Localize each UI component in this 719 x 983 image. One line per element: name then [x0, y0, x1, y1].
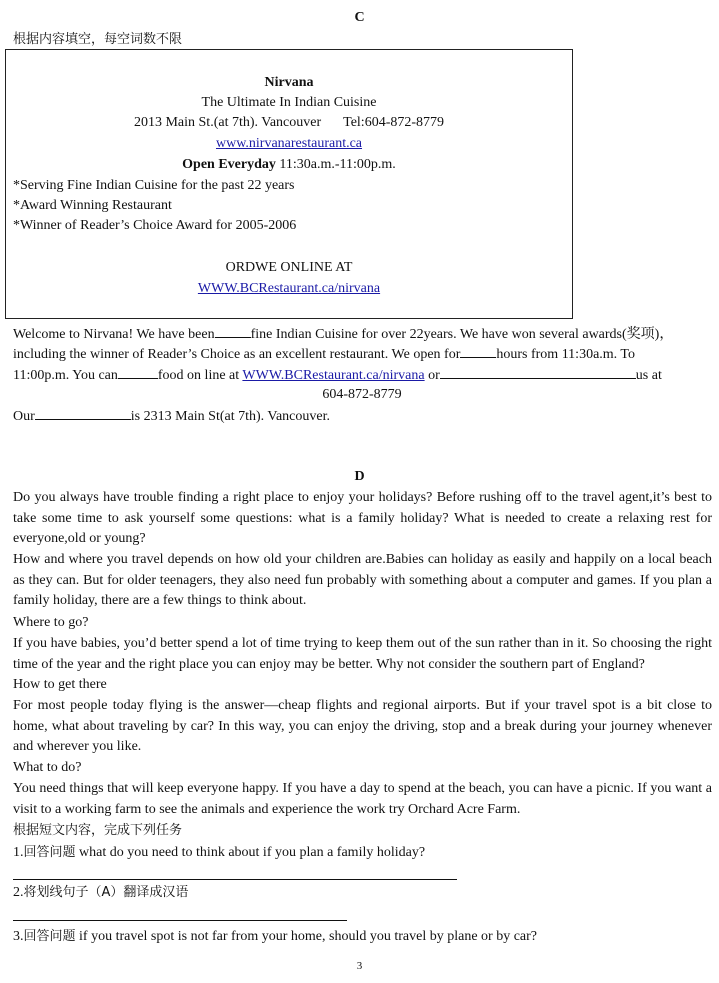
passage-text: hours from 11:30a.m. To — [496, 347, 635, 362]
passage-text: is 2313 Main St(at 7th). Vancouver. — [130, 409, 331, 424]
question-number: 3. — [13, 929, 24, 944]
heading-what-to-do: What to do? — [13, 760, 82, 775]
blank-2[interactable] — [460, 343, 496, 358]
paragraph-activities: You need things that will keep everyone happy. If you have a day to spend at the beach, you can have a picnic. If you want a visit to a working farm to see the animals and experience the work try Orchard Acre Farm. — [13, 781, 712, 817]
blank-5[interactable] — [35, 405, 131, 420]
task-heading: 根据短文内容，完成下列任务 — [13, 823, 183, 838]
ad-hours-row — [6, 155, 572, 175]
passage-line-1 — [13, 323, 711, 345]
paragraph-flying: For most people today flying is the answer—cheap flights and regional airports. But if your travel spot is a bit close to home, what about traveling by car? In this way, you can enjoy the driving, stop and a break during your journey whenever and wherever you like. — [13, 698, 712, 755]
question-2 — [13, 883, 711, 903]
section-c-instruction: 根据内容填空，每空词数不限 — [13, 32, 183, 47]
question-number: 2. — [13, 885, 24, 900]
heading-where-to-go: Where to go? — [13, 615, 89, 630]
ad-contact — [6, 113, 572, 133]
passage-text: 11:00p.m. You can — [13, 368, 118, 383]
heading-how-to-get: How to get there — [13, 677, 107, 692]
ad-order-link[interactable]: WWW.BCRestaurant.ca/nirvana — [197, 281, 381, 296]
section-c-label: C — [354, 10, 365, 25]
blank-4[interactable] — [440, 364, 636, 379]
question-en: what do you need to think about if you plan a family holiday? — [75, 845, 426, 860]
paragraph-intro: Do you always have trouble finding a right place to enjoy your holidays? Before rushing off to the travel agent,it’s best to take some time to ask yourself some questions: what is a family holiday? What is needed to create a relaxing rest for everyone,old or young? — [13, 490, 712, 547]
passage-text: including the winner of Reader’s Choice as an excellent restaurant. We open for — [13, 347, 461, 362]
paragraph-babies: If you have babies, you’d better spend a lot of time trying to keep them out of the sun rather than in it. So choosing the right time of the year and the right place you can enjoy may be better. Why not consider the southern part of England? — [13, 636, 712, 672]
ad-feature-3: *Winner of Reader’s Choice Award for 2005-2006 — [13, 218, 297, 233]
question-cn: 将划线句子（A）翻译成汉语 — [23, 885, 189, 900]
ad-website-link[interactable]: www.nirvanarestaurant.ca — [215, 136, 363, 151]
ad-website-row — [6, 134, 572, 154]
blank-1[interactable] — [215, 323, 251, 338]
ad-order-row — [6, 279, 572, 299]
question-cn: 回答问题 — [23, 929, 76, 944]
passage-line-5 — [13, 405, 711, 427]
question-cn: 回答问题 — [23, 845, 76, 860]
passage-text: or — [424, 368, 440, 383]
answer-line-2[interactable] — [13, 920, 347, 921]
passage-text: Welcome to Nirvana! We have been — [13, 327, 215, 342]
blank-3[interactable] — [118, 364, 158, 379]
ad-hours-label: Open Everyday — [182, 157, 276, 172]
passage-line-2 — [13, 343, 711, 365]
passage-line-4: 604-872-8779 — [322, 387, 402, 402]
ad-tagline: The Ultimate In Indian Cuisine — [201, 95, 377, 110]
passage-text: food on line at — [157, 368, 243, 383]
question-1 — [13, 843, 711, 863]
question-3 — [13, 927, 711, 947]
ad-feature-1: *Serving Fine Indian Cuisine for the past 22 years — [13, 178, 295, 193]
passage-order-link[interactable]: WWW.BCRestaurant.ca/nirvana — [242, 368, 425, 383]
ad-hours: 11:30a.m.-11:00p.m. — [275, 157, 396, 172]
passage-text: us at — [635, 368, 662, 383]
question-number: 1. — [13, 845, 24, 860]
page-number: 3 — [356, 960, 363, 972]
answer-line-1[interactable] — [13, 879, 457, 880]
ad-address: 2013 Main St.(at 7th). Vancouver — [133, 115, 322, 130]
ad-feature-2: *Award Winning Restaurant — [13, 198, 172, 213]
ad-tel: Tel:604-872-8779 — [343, 115, 445, 130]
section-d-label: D — [354, 469, 365, 484]
passage-line-3 — [13, 364, 711, 386]
passage-text: Our — [13, 409, 35, 424]
paragraph-how-where: How and where you travel depends on how old your children are.Babies can holiday as easily and happily on a local beach as they can. But for older teenagers, they also need fun probably with something about a computer and games. If you plan a family holiday, there are a few things to think about. — [13, 552, 712, 609]
question-en: if you travel spot is not far from your home, should you travel by plane or by car? — [75, 929, 538, 944]
passage-text: fine Indian Cuisine for over 22years. We have won several awards(奖项)， — [250, 327, 674, 342]
ad-order-label: ORDWE ONLINE AT — [225, 260, 353, 275]
ad-name: Nirvana — [264, 75, 314, 90]
restaurant-ad-box — [5, 49, 573, 319]
